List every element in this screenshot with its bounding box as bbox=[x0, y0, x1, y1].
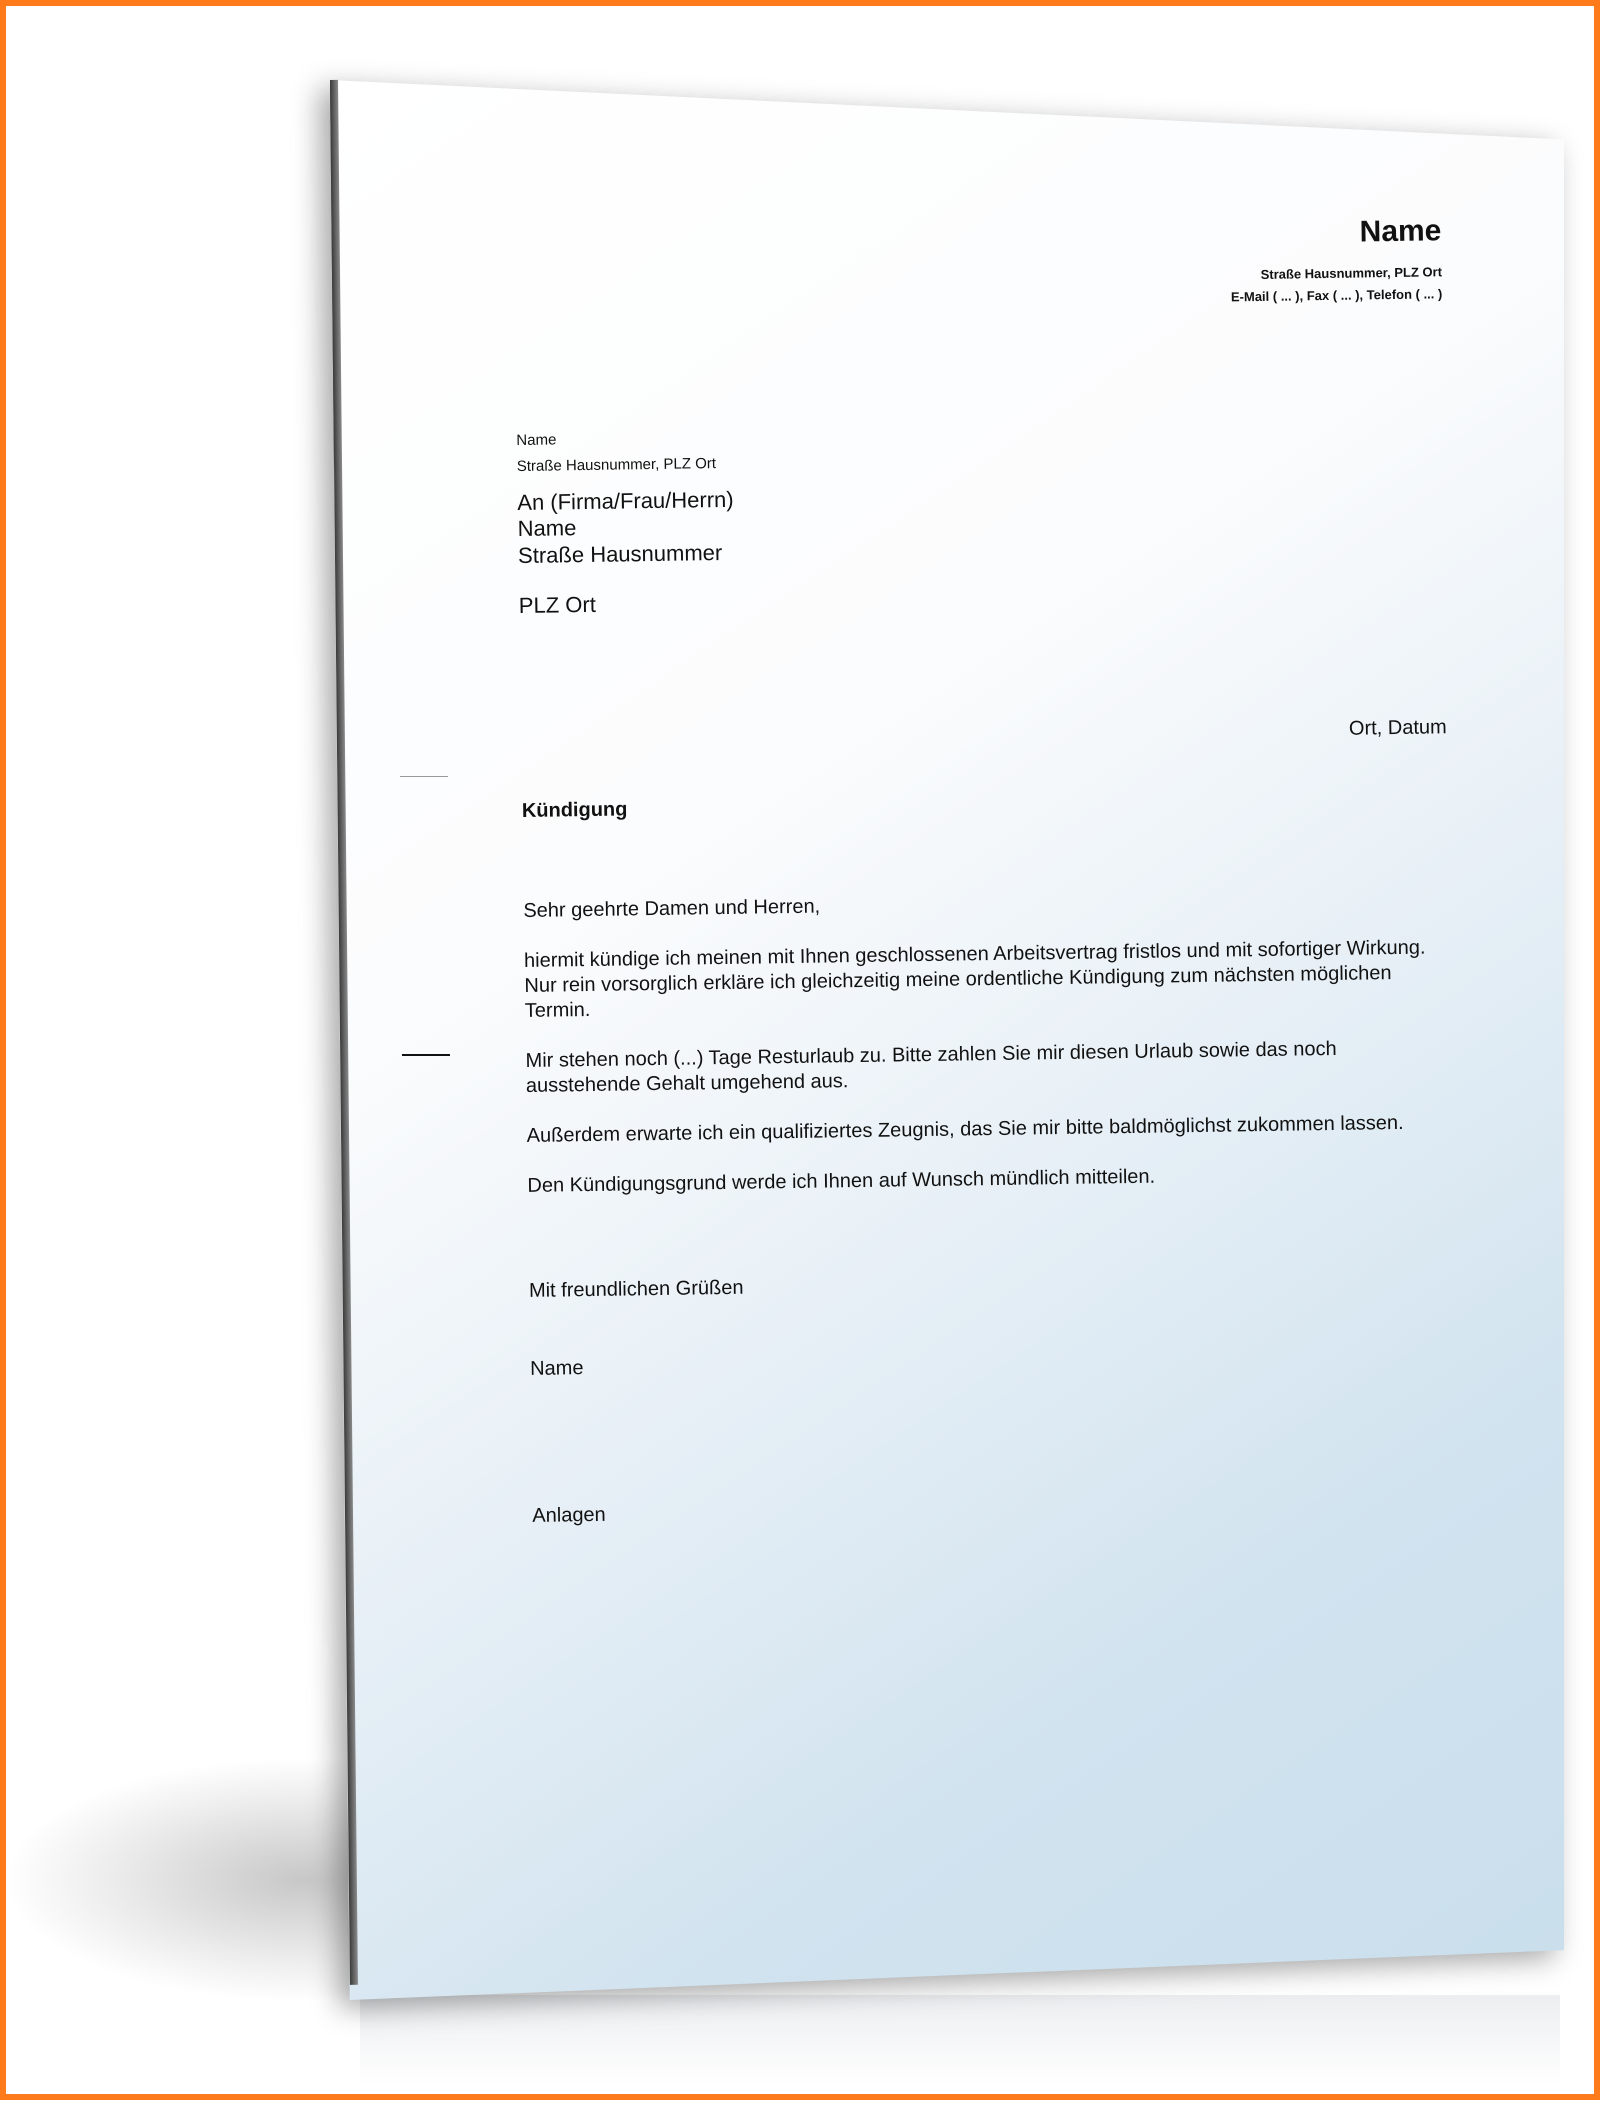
recipient-line-3: Straße Hausnummer bbox=[517, 539, 723, 568]
letterhead-contact: E-Mail ( ... ), Fax ( ... ), Telefon ( ... ) bbox=[1230, 286, 1443, 305]
paragraph-1-line-2: Nur rein vorsorglich erkläre ich gleichzeitig meine ordentliche Kündigung zum nächsten möglichen bbox=[524, 962, 1392, 997]
punch-mark bbox=[402, 1054, 450, 1056]
return-address-street: Straße Hausnummer, PLZ Ort bbox=[516, 455, 717, 476]
salutation: Sehr geehrte Damen und Herren, bbox=[523, 895, 821, 922]
letterhead-name: Name bbox=[1359, 214, 1442, 249]
paragraph-1-line-1: hiermit kündige ich meinen mit Ihnen geschlossenen Arbeitsvertrag fristlos und mit sofortiger Wirkung. bbox=[523, 936, 1426, 972]
signature-name: Name bbox=[529, 1357, 584, 1380]
recipient-line-4: PLZ Ort bbox=[518, 591, 597, 618]
recipient-line-1: An (Firma/Frau/Herrn) bbox=[517, 486, 734, 516]
paragraph-2-line-1: Mir stehen noch (...) Tage Resturlaub zu. Bitte zahlen Sie mir diesen Urlaub sowie das noch bbox=[525, 1037, 1337, 1072]
return-address-name: Name bbox=[516, 431, 557, 450]
closing: Mit freundlichen Grüßen bbox=[528, 1276, 744, 1302]
enclosures: Anlagen bbox=[532, 1503, 606, 1527]
paragraph-2-line-2: ausstehende Gehalt umgehend aus. bbox=[525, 1070, 849, 1097]
recipient-line-2: Name bbox=[517, 515, 577, 542]
paragraph-3: Außerdem erwarte ich ein qualifiziertes Zeugnis, das Sie mir bitte baldmöglichst zukommen lassen. bbox=[526, 1111, 1404, 1147]
fold-mark bbox=[400, 776, 448, 777]
paragraph-1-line-3: Termin. bbox=[524, 998, 591, 1022]
place-date: Ort, Datum bbox=[1348, 716, 1447, 740]
paragraph-4: Den Kündigungsgrund werde ich Ihnen auf Wunsch mündlich mitteilen. bbox=[527, 1165, 1156, 1197]
letterhead-street: Straße Hausnummer, PLZ Ort bbox=[1260, 264, 1443, 282]
subject-line: Kündigung bbox=[521, 798, 628, 822]
